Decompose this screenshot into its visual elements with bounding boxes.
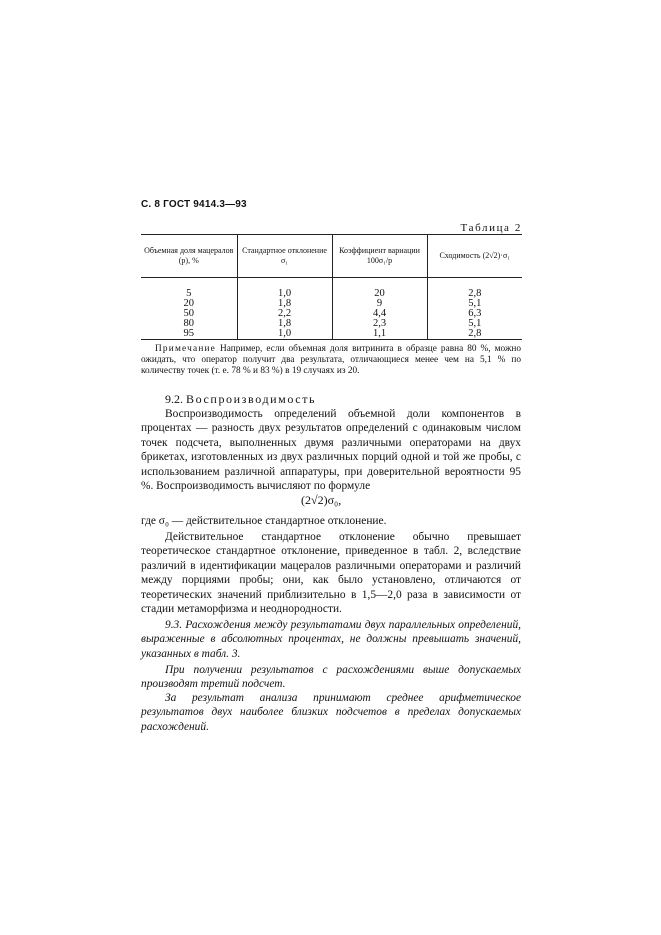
page-header: С. 8 ГОСТ 9414.3—93 <box>141 199 247 210</box>
section-title: Воспроизводимость <box>186 392 317 406</box>
table-cell: 1,8 <box>237 299 332 309</box>
table-cell: 9 <box>332 299 427 309</box>
table-cell: 50 <box>183 308 194 319</box>
note-text: Например, если объемная доля витринита в образце равна 80 %, можно ожидать, что оператор получит два результата, отличающиеся менее чем на 5,1 % по количеству точек (т. е. 78 % и 83 %) в 19 случаях из 20. <box>141 344 522 377</box>
table-cell: 1,0 <box>237 329 332 340</box>
column-header: Сходимость (2√2)·σ₁ <box>427 235 522 278</box>
table-cell: 20 <box>183 298 194 309</box>
table-cell: 5 <box>186 288 192 299</box>
table-cell: 2,3 <box>332 319 427 329</box>
table-cell: 1,8 <box>237 319 332 329</box>
table-row <box>141 319 522 329</box>
table-note <box>141 344 521 378</box>
table-cell: 6,3 <box>427 309 522 319</box>
table-cell: 2,8 <box>427 329 522 340</box>
table-row <box>141 299 522 309</box>
paragraph: где σ₀ — действительное стандартное отклонение. <box>141 515 387 527</box>
column-header: Коэффициент вариации 100σ₁/p <box>332 235 427 278</box>
table-cell: 5,1 <box>427 299 522 309</box>
column-header: Объемная доля мацералов (p), % <box>144 246 234 265</box>
section-heading <box>165 392 316 407</box>
table-row <box>141 329 522 340</box>
table-caption: Таблица 2 <box>460 222 522 234</box>
table-cell: 5,1 <box>427 319 522 329</box>
data-table <box>141 234 522 340</box>
formula: (2√2)σ₀, <box>301 493 342 507</box>
section-number: 9.2. <box>165 392 183 406</box>
table-cell: 2,2 <box>237 309 332 319</box>
table-cell: 80 <box>183 318 194 329</box>
table-cell: 20 <box>332 278 427 300</box>
note-label: Примечание <box>155 344 216 354</box>
paragraph: Воспроизводимость определений объемной доли компонентов в процентах — разность двух результатов определений с одинаковым числом точек подсчета, выполненных двумя различными операторами на двух брикетах, изготовленных из двух различных порций одной и той же пробы, с использованием различной аппаратуры, при доверительной вероятности 95 %. Воспроизводимость вычисляют по формуле <box>141 408 521 493</box>
table-cell: 1,0 <box>237 278 332 300</box>
column-header: Стандартное отклонение σ₁ <box>237 235 332 278</box>
table-row <box>141 278 522 300</box>
paragraph: 9.3. Расхождения между результатами двух параллельных определений, выраженные в абсолютных процентах, не должны превышать значений, указанных в табл. 3. <box>141 619 521 660</box>
table-cell: 1,1 <box>332 329 427 340</box>
table-cell: 95 <box>141 329 237 340</box>
table-row <box>141 309 522 319</box>
table-header-row <box>141 235 522 278</box>
paragraph: Действительное стандартное отклонение обычно превышает теоретическое стандартное отклонение, приведенное в табл. 2, вследствие различий в идентификации мацералов различными операторами и различий между порциями пробы; они, как было установлено, отличаются от теоретических значений приблизительно в 1,5—2,0 раза в зависимости от стадии метаморфизма и неоднородности. <box>141 531 521 616</box>
paragraph: За результат анализа принимают среднее арифметическое результатов двух наиболее близких подсчетов в пределах допускаемых расхождений. <box>141 692 521 733</box>
table-cell: 2,8 <box>427 278 522 300</box>
table-cell: 4,4 <box>332 309 427 319</box>
paragraph: При получении результатов с расхождениями выше допускаемых производят третий подсчет. <box>141 664 521 691</box>
